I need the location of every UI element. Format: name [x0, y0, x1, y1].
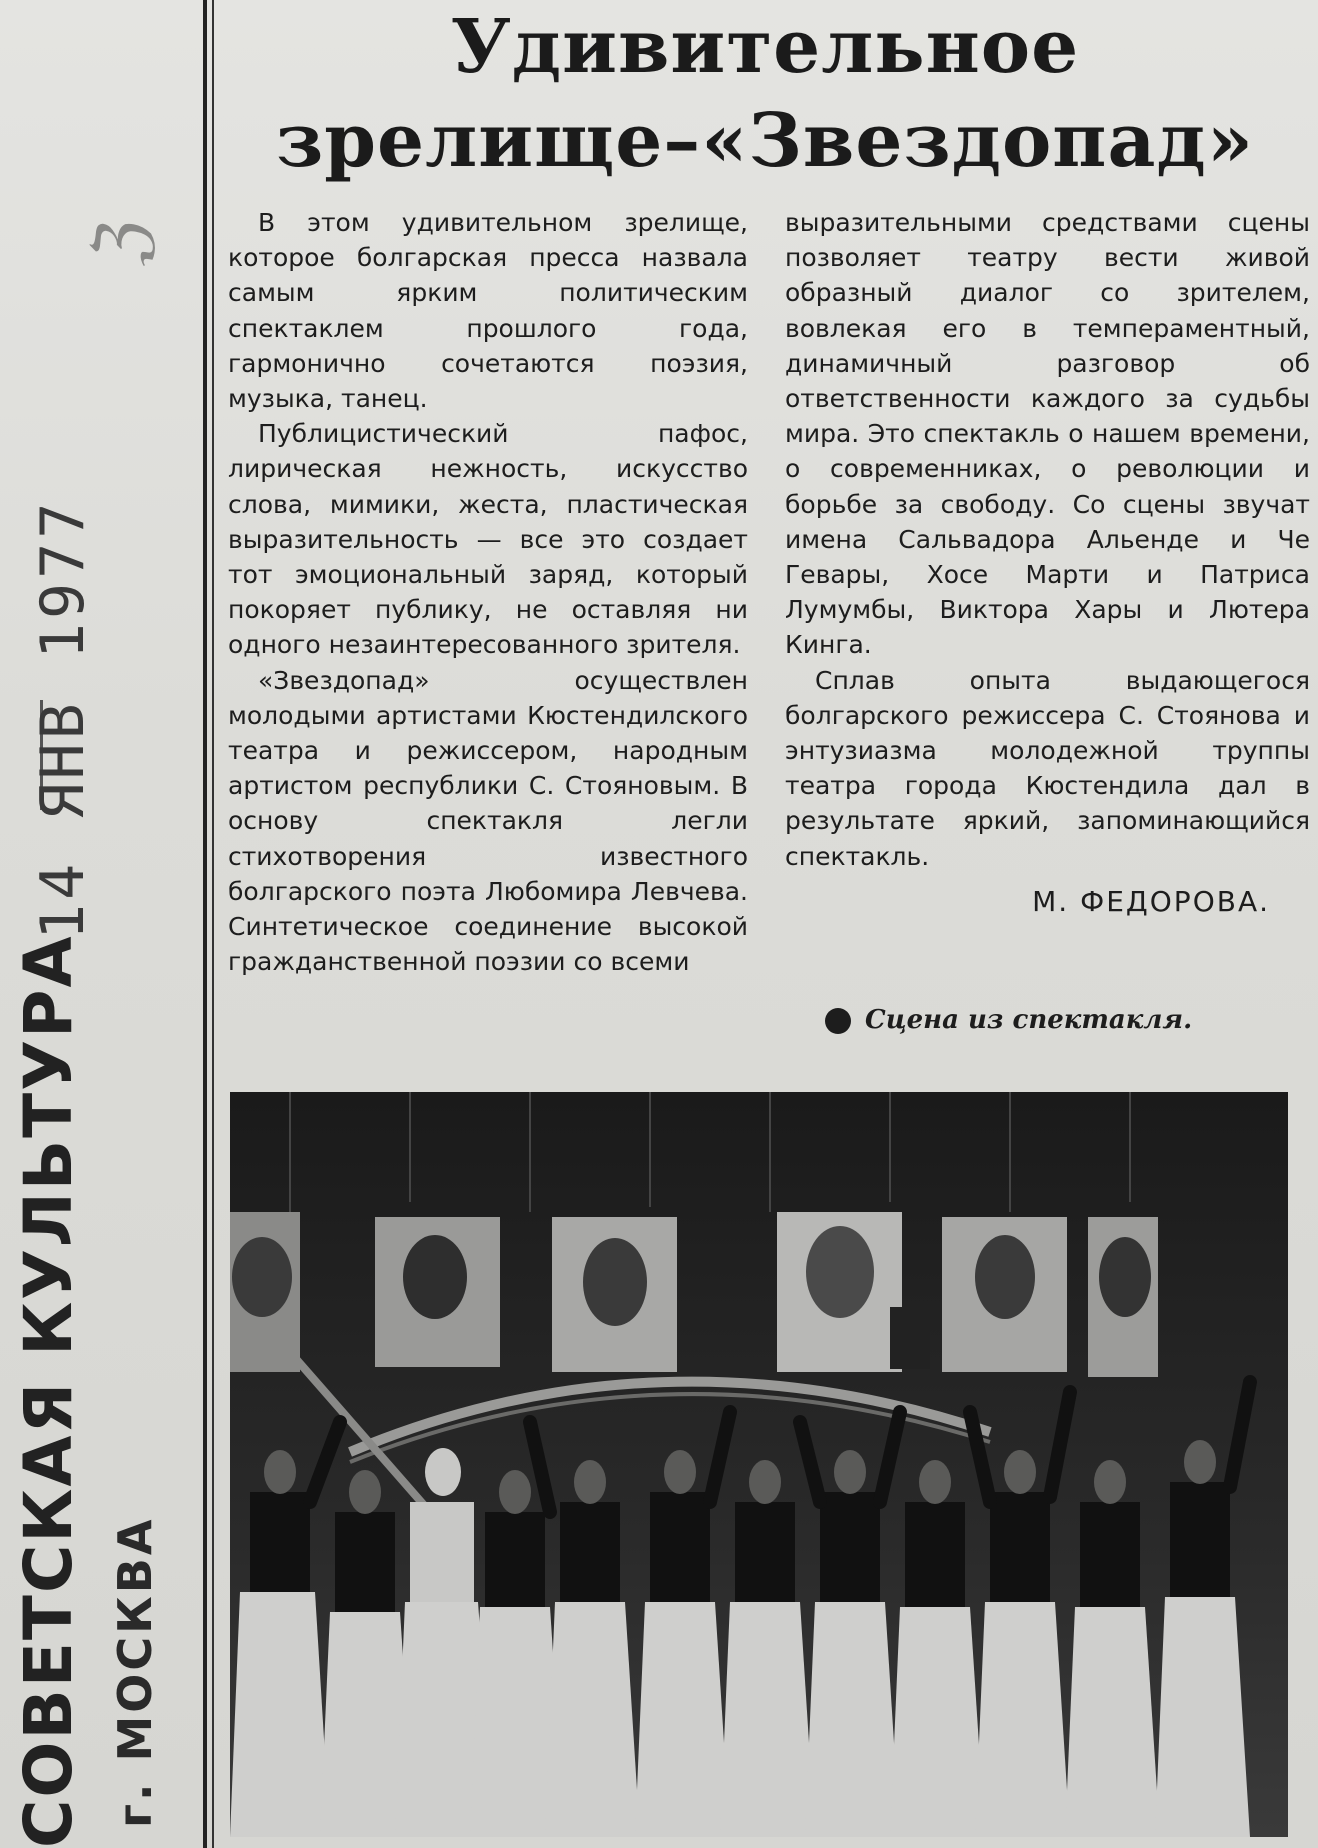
column-rule-thick	[203, 0, 207, 1848]
newspaper-name-stamp: СОВЕТСКАЯ КУЛЬТУРА	[10, 934, 87, 1848]
stage-photo-illustration	[230, 1092, 1288, 1837]
author-signature: М. ФЕДОРОВА.	[1032, 884, 1270, 918]
pencil-mark-icon: ℨ	[77, 212, 166, 270]
photo-caption	[825, 1005, 1192, 1035]
paragraph-1: В этом удивительном зрелище, которое болгарская пресса назвала самым ярким политическим спектаклем прошлого года, гармонично сочетаются поэзия, музыка, танец.	[228, 208, 748, 414]
article-column-1	[228, 205, 748, 979]
article-headline	[220, 0, 1310, 188]
headline-line-1: Удивительное	[450, 4, 1080, 90]
bullet-icon	[825, 1008, 851, 1034]
stage-photo	[230, 1092, 1288, 1837]
paragraph-3: «Звездопад» осуществлен молодыми артистами Кюстендилского театра и режиссером, народным артистом республики С. Стояновым. В основу спектакля легли стихотворения известного болгарского поэта Любомира Левчева. Синтетическое соединение высокой гражданственной поэзии со всеми	[228, 665, 748, 977]
caption-text: Сцена из спектакля.	[865, 1005, 1193, 1035]
article-column-2	[785, 205, 1310, 919]
paragraph-5: Сплав опыта выдающегося болгарского режиссера С. Стоянова и энтузиазма молодежной труппы театра города Кюстендила дал в результате яркий, запоминающийся спектакль.	[785, 665, 1310, 871]
paragraph-4: выразительными средствами сцены позволяет театру вести живой образный диалог со зрителем, вовлекая его в темпераментный, динамичный разговор об ответственности каждого за судьбы мира. Это спектакль о нашем времени, о современниках, о революции и борьбе за свободу. Со сцены звучат имена Сальвадора Альенде и Че Гевары, Хосе Марти и Патриса Лумумбы, Виктора Хары и Лютера Кинга.	[785, 208, 1310, 660]
date-stamp: 14 ЯНВ 1977	[28, 498, 98, 940]
headline-line-2: зрелище–«Звездопад»	[276, 98, 1254, 184]
column-rule-thin	[212, 0, 214, 1848]
paragraph-2: Публицистический пафос, лирическая нежность, искусство слова, мимики, жеста, пластическая выразительность — все это создает тот эмоциональный заряд, который покоряет публику, не оставляя ни одного незаинтересованного зрителя.	[228, 419, 748, 660]
clipping-margin	[0, 0, 200, 1848]
city-stamp: г. МОСКВА	[108, 1516, 162, 1828]
